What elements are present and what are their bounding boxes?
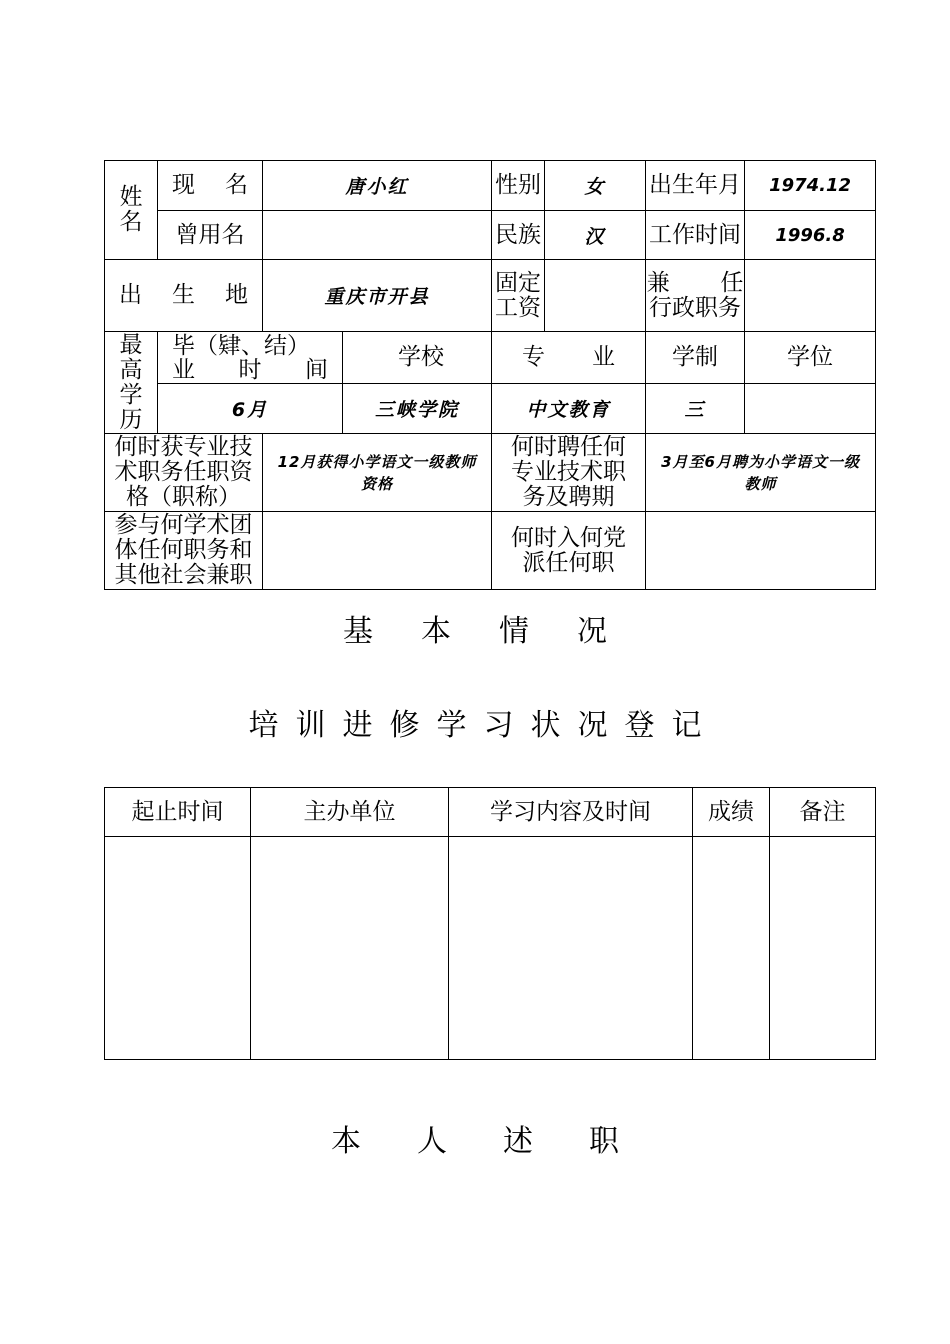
system-label: 学制 bbox=[646, 332, 745, 384]
party-value bbox=[646, 512, 876, 590]
work-start-value: 1996.8 bbox=[745, 211, 876, 260]
title-time-value: 12月获得小学语文一级教师资格 bbox=[263, 434, 492, 512]
appoint-value: 3月至6月聘为小学语文一级教师 bbox=[646, 434, 876, 512]
col-header-content: 学习内容及时间 bbox=[449, 788, 693, 837]
cell-organizer bbox=[251, 837, 449, 1060]
training-table bbox=[104, 787, 876, 1060]
major-value: 中文教育 bbox=[492, 384, 646, 434]
school-value: 三峡学院 bbox=[343, 384, 492, 434]
col-header-period: 起止时间 bbox=[105, 788, 251, 837]
edu-group-label: 最高学历 bbox=[105, 332, 158, 434]
cell-period bbox=[105, 837, 251, 1060]
training-heading: 培训进修学习状况登记 bbox=[248, 708, 719, 743]
admin-post-value bbox=[745, 260, 876, 332]
work-start-label: 工作时间 bbox=[646, 211, 745, 260]
birth-label: 出生年月 bbox=[646, 161, 745, 211]
table-row bbox=[105, 837, 876, 1060]
cell-content bbox=[449, 837, 693, 1060]
name-group-label: 姓名 bbox=[105, 161, 158, 260]
degree-value bbox=[745, 384, 876, 434]
birthplace-label: 出 生 地 bbox=[105, 260, 263, 332]
current-name-value: 唐小红 bbox=[263, 161, 492, 211]
former-name-value bbox=[263, 211, 492, 260]
appoint-label: 何时聘任何专业技术职务及聘期 bbox=[492, 434, 646, 512]
statement-heading: 本人述职 bbox=[331, 1124, 675, 1159]
basic-info-heading: 基本情况 bbox=[343, 614, 655, 649]
major-label: 专 业 bbox=[492, 332, 646, 384]
birthplace-value: 重庆市开县 bbox=[263, 260, 492, 332]
system-value: 三 bbox=[646, 384, 745, 434]
col-header-organizer: 主办单位 bbox=[251, 788, 449, 837]
party-label: 何时入何党派任何职 bbox=[492, 512, 646, 590]
cell-remarks bbox=[770, 837, 876, 1060]
former-name-label: 曾用名 bbox=[158, 211, 263, 260]
col-header-remarks: 备注 bbox=[770, 788, 876, 837]
current-name-label: 现 名 bbox=[158, 161, 263, 211]
cell-score bbox=[693, 837, 770, 1060]
grad-time-value: 6月 bbox=[158, 384, 343, 434]
degree-label: 学位 bbox=[745, 332, 876, 384]
admin-post-label: 兼 任 行政职务 bbox=[646, 260, 745, 332]
fixed-salary-value bbox=[545, 260, 646, 332]
gender-value: 女 bbox=[545, 161, 646, 211]
ethnicity-label: 民族 bbox=[492, 211, 545, 260]
academic-label: 参与何学术团体任何职务和其他社会兼职 bbox=[105, 512, 263, 590]
col-header-score: 成绩 bbox=[693, 788, 770, 837]
ethnicity-value: 汉 bbox=[545, 211, 646, 260]
basic-info-table bbox=[104, 160, 876, 590]
academic-value bbox=[263, 512, 492, 590]
birth-value: 1974.12 bbox=[745, 161, 876, 211]
school-label: 学 校 bbox=[343, 332, 492, 384]
fixed-salary-label: 固定工资 bbox=[492, 260, 545, 332]
gender-label: 性别 bbox=[492, 161, 545, 211]
title-time-label: 何时获专业技术职务任职资格（职称） bbox=[105, 434, 263, 512]
grad-time-label: 毕（肄、结） 业 时 间 bbox=[158, 332, 343, 384]
